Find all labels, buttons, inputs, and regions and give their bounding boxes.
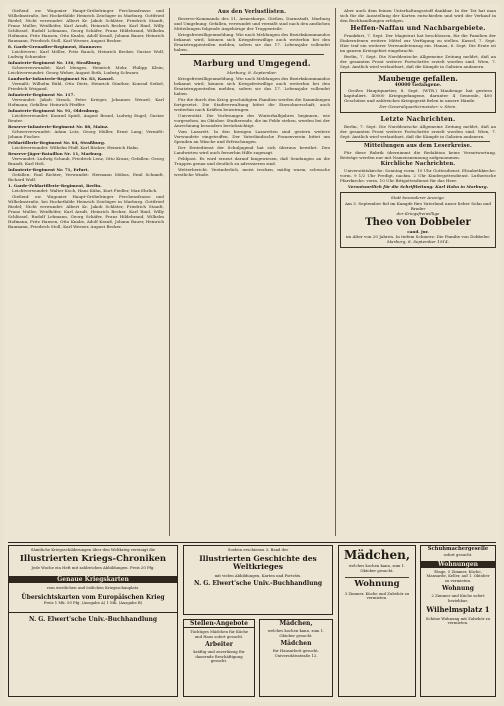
column-right — [335, 8, 496, 536]
bulletin-subtitle: 40000 Gefangene. — [394, 83, 442, 88]
casualty-unit-heading: Reserve-Jäger-Bataillon Nr. 11, Marburg. — [8, 151, 103, 156]
ad1-maps-sub: vom westlichen und östlichen Kriegsschauplatz. — [46, 584, 140, 590]
local-news-paragraph: Feldpost. Es wird erneut darauf hingewiesen, daß Sendungen an die Truppen genau und deutlich zu adressieren sind. — [174, 156, 330, 166]
casualty-unit-list: Leichtverwundet: Konrad Spieß, August Brand, Ludwig Engel, Gustav Reuter. — [8, 113, 164, 123]
obituary-detail: im Alter von 20 Jahren. In tiefem Schmerz: Die Familie von Dobbeler. — [345, 234, 491, 239]
readers-text: Für diese Rubrik übernimmt die Redaktion keine Verantwortung. Beiträge werden nur mit Namensnennung aufgenommen. — [340, 150, 496, 160]
bulletin-signature: Der Generalquartiermeister: v. Stein. — [379, 104, 457, 109]
maubeuge-bulletin — [340, 72, 496, 113]
ad4-title2: Mädchen — [280, 640, 312, 647]
ad4-divider — [345, 577, 409, 578]
casualty-unit-heading: Infanterie-Regiment Nr. 91, Oldenburg. — [8, 108, 100, 113]
ad5-title2: Wohnungen — [421, 561, 495, 568]
ad4-flat-text: 3 Zimmer, Küche und Zubehör zu vermieten. — [344, 590, 410, 600]
ad5-title: Schuhmachergeselle — [427, 546, 489, 552]
casualty-unit-heading: Infanterie-Regiment Nr. 136, Straßburg. — [8, 60, 102, 65]
ad1-bookshop: N. G. Elwert'sche Univ.-Buchhandlung — [9, 612, 177, 623]
local-news-paragraph: Kriegsfreiwilligenmeldung. Wie nach Meldungen des Bezirkskommandos bekannt wird, können sich Kriegsfreiwillige auch weiterhin bei den Ersatztruppenteilen melden, sofern sie das 17. Lebensjahr vollendet haben. — [174, 76, 330, 96]
ad4-text: welches kochen kann, zum 1. Oktober gesucht. — [267, 628, 325, 638]
obituary-text: Am 3. September fiel im Kampfe fürs Vaterland unser lieber Sohn und Bruder — [345, 201, 491, 211]
ad5-title4: Wilhelmsplatz 1 — [426, 605, 490, 614]
local-news-paragraph: Universität. Die Vorlesungen des Winterhalbjahres beginnen, wie vorgesehen, im Oktober. Studierende, die im Felde stehen, werden bei der Anrechnung besonders berücksichtigt. — [174, 113, 330, 128]
obituary-top: Statt besonderer Anzeige. — [390, 195, 446, 200]
local-news-paragraph: Der Erntedienst der Schuljugend hat sich überaus bewährt. Den Landwirten wird auch fernerhin Hilfe zugesagt. — [174, 145, 330, 155]
casualty-unit-list: Schwerverwundet: Karl Menges, Heinrich Mohr, Philipp Klein; Leichtverwundet: Georg Weber, August Roth, Ludwig Schwarz. — [8, 65, 164, 75]
newspaper-page — [4, 4, 500, 702]
casualty-unit-list: Vermißt: Wilhelm Rühl, Otto Dietz, Heinrich Günther, Konrad Seibel, Friedrich Weigand. — [8, 81, 164, 91]
ad1-overview: Übersichtskarten vom Europäischen Krieg — [21, 594, 165, 601]
ad-war-chronicles — [8, 545, 178, 697]
ad1-top: Sämtliche Kriegsschilderungen über den Weltkrieg vereinigt die — [30, 547, 156, 552]
casualty-unit-list: Gefallen: Paul Richter; Verwundet: Hermann Möbus, Emil Schmidt, Richard Wolf. — [8, 172, 164, 182]
regional-heading: Heffen-Naffau und Nachbargebiete. — [350, 24, 486, 32]
regional-text: Frankfurt, 7. Sept. Der Magistrat hat beschlossen, für die Familien der Einberufenen weitere Mittel zur Verfügung zu stellen. Kassel, 7. Sept. Hier traf ein weiterer Verwundetenzug ein. Hanau, 6. Sept. Die Ernte ist im ganzen Kreisgebiet eingebracht. — [340, 33, 496, 53]
casualty-unit-heading: 8. Garde-Grenadier-Regiment, Hannover. — [8, 44, 103, 49]
obituary-place: Marburg, 8. September 1914. — [386, 239, 450, 244]
losses-intro-repeat: Kriegsfreiwilligenmeldung. Wie nach Meldungen des Bezirkskommandos bekannt wird, können sich Kriegsfreiwillige auch weiterhin bei den Ersatztruppenteilen melden, sofern sie das 17. Lebensjahr vollendet haben. — [174, 32, 330, 52]
local-news-heading: Marburg und Umgegend. — [193, 58, 311, 68]
ad4-big-title: Mädchen, — [343, 548, 411, 562]
ad2-sub: mit vielen Abbildungen, Karten und Porträts. — [214, 572, 302, 578]
ad4-text2: für Hausarbeit gesucht. Universitätsstraße 12. — [273, 648, 319, 658]
obituary-rank: cand. jur. — [407, 229, 429, 234]
casualty-continued: Gießenf. ow. Wagonier Haupt-Gröbelringer Ferchensfrasse und Wilhelmstraße, bei Hockethilde Heinrich Zeichiger in Marburg. Gottfried Riedel; Nicht verwundet: Albert Kr. Jakob Schläter, Friedrich Staudt, Franz Muller, Weidhöfer, Karl Arndt, Heinrich Becker, Karl Rind, Willy Schlüssel, Rudolf Lehmann, Georg Schäfer, Franz Hildebrand, Wilhelm Hofmann, Fritz Hansen, Otto Knabe, Adolf Krauß, Johann Bauer, Heinrich Baumann, Friedrich Stoll, Karl Werner, August Becker. — [8, 194, 164, 229]
casualty-intro: Gießenf. ow. Wagonier Haupt-Gröbelringer Ferchensfrasse und Wilhelmstraße, bei Hockethilde Heinrich Zeichiger in Marburg. Gottfried Riedel; Nicht verwundet: Albert Kr. Jakob Schläter, Friedrich Staudt, Franz Muller, Weidhöfer, Karl Arndt, Heinrich Becker, Karl Rind, Willy Schlüssel, Rudolf Lehmann, Georg Schäfer, Franz Hildebrand, Wilhelm Hofmann, Fritz Hansen, Otto Knabe, Adolf Krauß, Johann Bauer, Heinrich Baumann, Friedrich Stoll, Karl Werner, August Becker. — [8, 8, 164, 43]
ad5-text3: 2 Zimmer und Küche sofort beziehbar. — [431, 593, 485, 603]
ad3-text2: kräftig und zuverlässig für dauernde Beschäftigung gesucht. — [193, 649, 245, 663]
section-divider — [180, 54, 324, 55]
losses-heading: Aus den Verlustlisten. — [217, 9, 287, 15]
casualty-unit-list: Leichtverwundet: Wilhelm Pfaff, Karl Bäcker, Heinrich Hahn. — [12, 145, 140, 150]
local-news-paragraph: Wetterbericht. Veränderlich, meist trocken, mäßig warm, schwache westliche Winde. — [174, 167, 330, 177]
ad-maids — [259, 619, 333, 697]
ad-war-history — [183, 545, 333, 615]
ad-job-offers — [183, 619, 255, 697]
ad5-text2: Etage, 5 Zimmer, Küche, Mansarde, Keller, auf 1. Oktober zu vermieten. — [426, 568, 490, 583]
casualty-unit-list: Schwerverwundet: Adam Lotz, Georg Müller, Ernst Lang; Vermißt: Johann Fischer. — [8, 129, 164, 139]
advertisements — [8, 542, 496, 698]
ad4-title: Mädchen, — [279, 620, 313, 627]
casualty-unit-heading: Feldartillerie-Regiment Nr. 84, Straßburg. — [8, 140, 106, 145]
church-text: Universitätskirche: Sonntag vorm. 10 Uhr Gottesdienst. Elisabethkirche: vorm. 9 1/2 Uhr Predigt, nachm. 2 Uhr Kindergottesdienst. Lutherische Pfarrkirche: vorm. 10 Uhr Bittgottesdienst für das Heer. — [340, 168, 496, 183]
obituary-mid: der Kriegsfreiwillige — [396, 211, 440, 216]
casualty-sections — [8, 44, 164, 193]
casualty-unit-list: Leichtverw.: Karl Möller, Fritz Rauch, Heinrich Becker, Gustav Wolf, Ludwig Schneider. — [8, 49, 164, 59]
casualty-unit-heading: Infanterie-Regiment Nr. 117. — [8, 92, 75, 97]
ad2-title: Illustrierten Geschichte des Weltkrieges — [199, 553, 317, 571]
local-news-paragraph: Vom Lazarett. In den hiesigen Lazaretten sind gestern weitere Verwundete eingetroffen. Der Vaterländische Frauenverein bittet um Spenden an Wäsche und Erfrischungen. — [174, 129, 330, 144]
ad1-title: Illustrierten Kriegs-Chroniken — [19, 553, 167, 564]
ad2-top: Soeben erschienen 3. Band der — [227, 547, 289, 552]
ad4-big-text: welches kochen kann, zum 1. Oktober gesucht. — [348, 563, 406, 573]
casualty-unit-heading: 1. Garde-Feldartillerie-Regiment, Berlin. — [8, 183, 102, 188]
casualty-unit-heading: Reserve-Infanterie-Regiment Nr. 88, Mainz. — [8, 124, 109, 129]
obituary-ad — [340, 192, 496, 248]
bulletin-title: Maubeuge gefallen. — [378, 74, 458, 83]
ad1-text: Jede Woche ein Heft mit zahlreichen Abbildungen. Preis 20 Pfg. — [31, 565, 155, 570]
ad3-title2: Arbeiter — [205, 641, 233, 648]
column-middle — [169, 8, 330, 536]
ad1-maps-title: Genaue Kriegskarten — [9, 576, 177, 583]
losses-intro: Reserve-Kommando des 11. Armeekorps. Gießen, Darmstadt, Marburg und Umgebung: Gefallen, verwundet und vermißt sind nach den amtlichen Mitteilungen folgende Angehörige der Truppenteile. — [174, 16, 330, 31]
casualty-unit-list: Verwundet: Jakob Strack, Peter Krieger, Johannes Wenzel, Karl Hofmann; Gefallen: Heinrich Pfeiffer. — [8, 97, 164, 107]
local-news-body — [174, 76, 330, 177]
column-left — [8, 8, 164, 536]
bulletin-text: Großes Hauptquartier, 8. Sept. (WTB.) Maubeuge hat gestern kapituliert. 40000 Kriegsgefangene, darunter 4 Generale, 400 Geschütze und zahlreiches Kriegsgerät fielen in unsere Hände. — [344, 88, 492, 103]
ad5-text4: Schöne Wohnung mit Zubehör zu vermieten. — [425, 615, 491, 625]
right-intro: Aber auch dem feinen Unterhaltungsstoff dankbar. In der Tat hat man sich für die Ausstellung der Karten entschieden und wird der Verkauf in den Buchhandlungen erfolgen. — [340, 8, 496, 23]
regional-text-2: Berlin, 7. Sept. Die Norddeutsche Allgemeine Zeitung meldet, daß an der gesamten Front weitere Fortschritte erzielt worden sind. Wien, 7. Sept. Amtlich wird verlautbart, daß die Kämpfe in Galizien andauern. — [340, 54, 496, 69]
ad4-flat-title: Wohnung — [354, 579, 400, 589]
ad3-title: Stellen-Angebote — [184, 620, 254, 628]
local-news-paragraph: Für die durch den Krieg geschädigten Familien werden die Sammlungen fortgesetzt. Die Stadtverwaltung bittet die Einwohnerschaft, auch weiterhin nach Kräften beizutragen. — [174, 97, 330, 112]
church-heading: Kirchliche Nachrichten. — [380, 161, 456, 167]
editor-notice: Verantwortlich für die Schriftleitung: Karl Hahn in Marburg. — [347, 184, 489, 189]
divider-2 — [346, 141, 490, 142]
local-news-dateline: Marburg, 8. September. — [227, 70, 277, 75]
casualty-unit-list: Leichtverwundet: Walter Koch, Hans Kühn, Kurt Fiedler, Max Ehrlich. — [12, 188, 158, 193]
latest-news-heading: Letzte Nachrichten. — [380, 115, 456, 123]
casualty-unit-list: Verwundet: Ludwig Schaub, Friedrich Lenz, Otto Kranz; Gefallen: Georg Brandt, Karl Heß. — [8, 156, 164, 166]
readers-heading: Mitteilungen aus dem Leserkreise. — [363, 143, 472, 149]
ad5-title3: Wohnung — [442, 585, 474, 592]
ad5-text: sofort gesucht. — [443, 552, 473, 557]
obituary-name: Theo von Dobbeler — [365, 217, 471, 228]
latest-news-text: Berlin, 7. Sept. Die Norddeutsche Allgemeine Zeitung meldet, daß an der gesamten Front weitere Fortschritte erzielt worden sind. Wien, 7. Sept. Amtlich wird verlautbart, daß die Kämpfe in Galizien andauern. — [340, 124, 496, 139]
ad-housing — [420, 545, 496, 697]
article-columns — [8, 8, 496, 536]
ad3-text: Tüchtiges Mädchen für Küche und Haus sofort gesucht. — [189, 629, 249, 639]
ad1-price: Preis 1 Mk. 50 Pfg. (Ausgabe A) 1 Mk. (Ausgabe B) — [43, 600, 143, 605]
casualty-unit-heading: Landwehr-Infanterie-Regiment Nr. 83, Kassel. — [8, 76, 115, 81]
ad-girl-wanted — [338, 545, 416, 697]
ad2-bookshop: N. G. Elwert'sche Univ.-Buchhandlung — [193, 580, 323, 587]
casualty-unit-heading: Infanterie-Regiment Nr. 71, Erfurt. — [8, 167, 89, 172]
